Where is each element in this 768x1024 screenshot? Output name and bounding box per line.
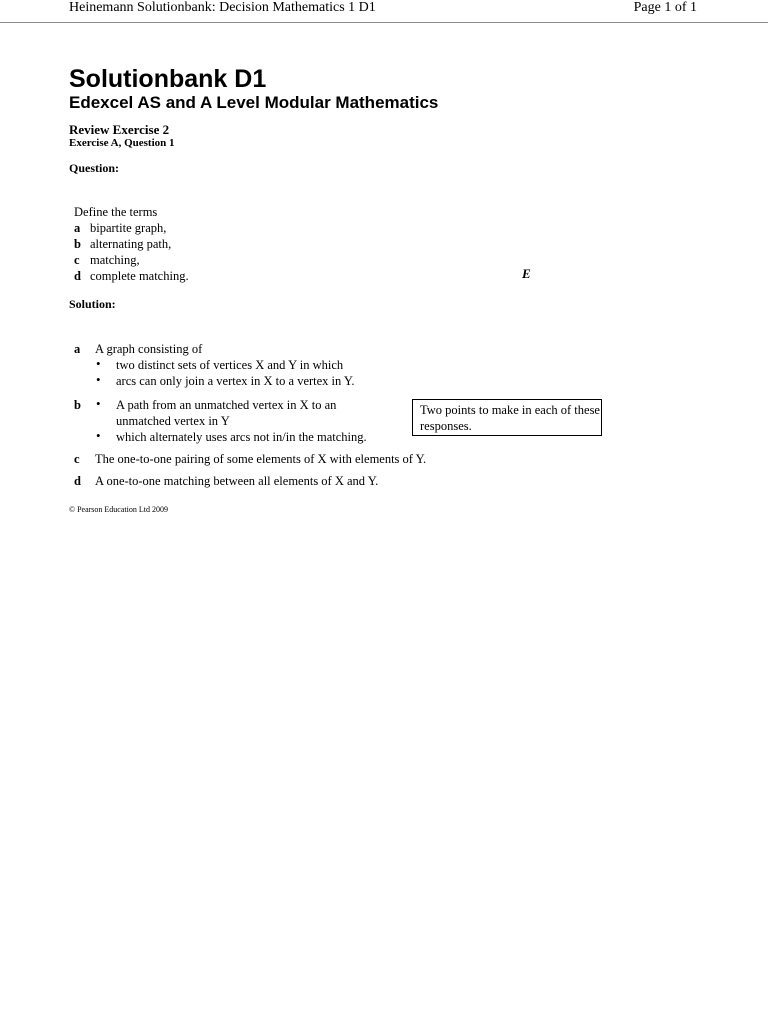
solution-label: Solution:	[69, 297, 116, 311]
solution-b-bullet-line2: unmatched vertex in Y	[116, 414, 230, 428]
question-item	[74, 252, 140, 268]
solution-letter-d: d	[74, 474, 81, 488]
question-label: Question:	[69, 161, 120, 175]
solution-d-text: A one-to-one matching between all elements of X and Y.	[95, 474, 379, 488]
question-item	[74, 236, 171, 252]
question-item	[74, 220, 166, 236]
question-item-text: alternating path,	[90, 237, 172, 251]
note-text: Two points to make in each of these responses.	[420, 403, 600, 433]
bullet-icon: •	[96, 372, 101, 387]
exercise-question-heading: Exercise A, Question 1	[69, 137, 175, 149]
exam-mark: E	[522, 266, 531, 281]
bullet-icon: •	[96, 428, 101, 443]
solution-c-text: The one-to-one pairing of some elements of X with elements of Y.	[95, 452, 427, 466]
question-item-letter: a	[74, 221, 81, 235]
solution-letter-a: a	[74, 342, 81, 356]
solution-a-bullet: two distinct sets of vertices X and Y in which	[116, 358, 344, 372]
bullet-icon: •	[96, 396, 101, 411]
note-box	[412, 399, 602, 436]
question-item-text: bipartite graph,	[90, 221, 167, 235]
bullet-icon: •	[96, 356, 101, 371]
question-item	[74, 268, 189, 284]
solution-b-bullet-line1: A path from an unmatched vertex in X to an	[116, 398, 337, 412]
question-item-letter: b	[74, 237, 81, 251]
question-item-text: matching,	[90, 253, 140, 267]
solution-a-bullet: arcs can only join a vertex in X to a vertex in Y.	[116, 374, 355, 388]
header-divider	[0, 22, 768, 23]
solution-b-bullet2: which alternately uses arcs not in/in the matching.	[116, 430, 367, 444]
page-header	[0, 0, 768, 22]
copyright-footer: © Pearson Education Ltd 2009	[69, 505, 168, 514]
question-item-text: complete matching.	[90, 269, 189, 283]
page-subtitle: Edexcel AS and A Level Modular Mathematics	[69, 93, 439, 112]
solution-letter-c: c	[74, 452, 80, 466]
header-page-number: Page 1 of 1	[633, 0, 697, 15]
page-title: Solutionbank D1	[69, 65, 267, 93]
question-item-letter: c	[74, 253, 80, 267]
question-intro: Define the terms	[74, 205, 158, 219]
exercise-heading: Review Exercise 2	[69, 122, 170, 137]
solution-letter-b: b	[74, 398, 81, 412]
header-title: Heinemann Solutionbank: Decision Mathematics 1 D1	[69, 0, 376, 15]
question-item-letter: d	[74, 269, 81, 283]
solution-a-text: A graph consisting of	[95, 342, 203, 356]
